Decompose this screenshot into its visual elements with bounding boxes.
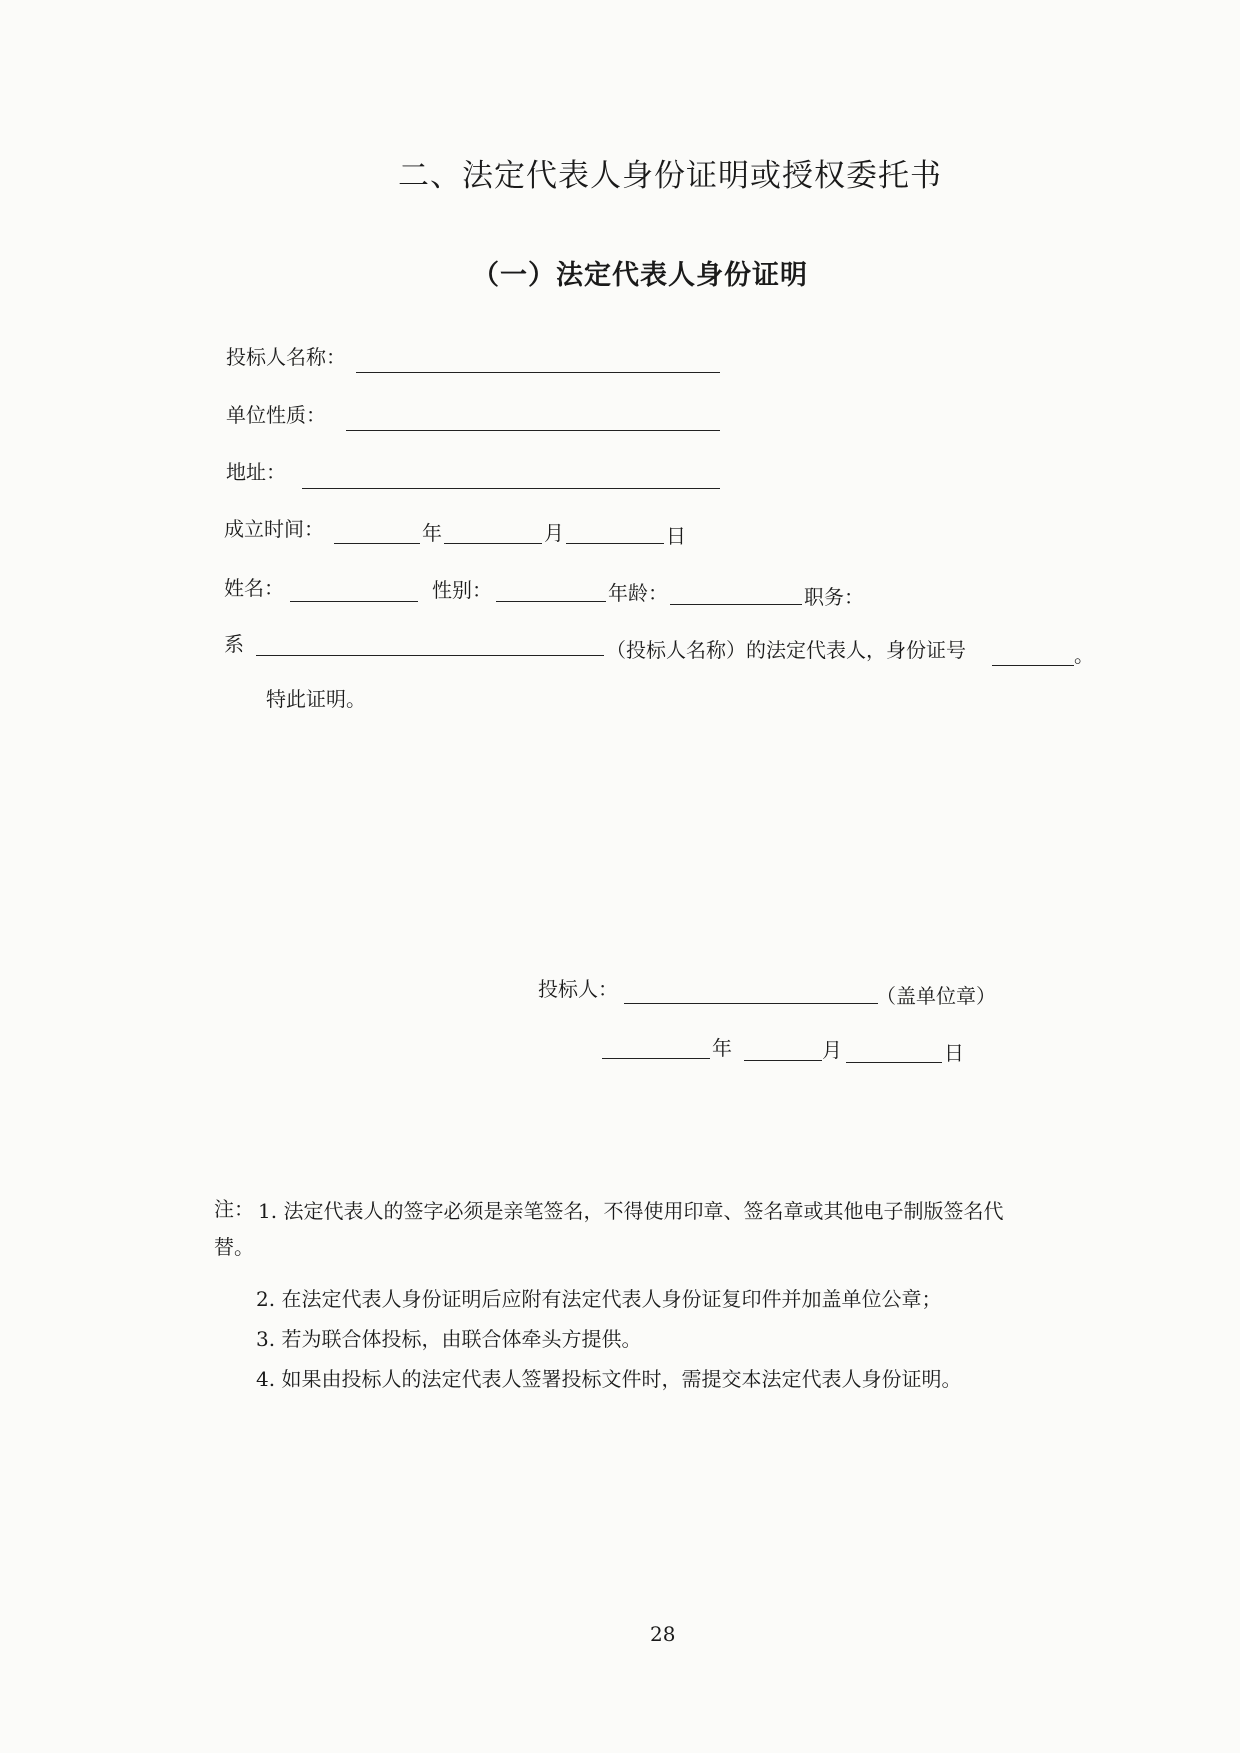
section-title: 二、法定代表人身份证明或授权委托书 xyxy=(398,158,942,194)
founded-day-blank[interactable] xyxy=(566,543,664,544)
founded-label: 成立时间： xyxy=(224,517,324,541)
note-1-line-2: 替。 xyxy=(214,1235,254,1259)
certify-text: 特此证明。 xyxy=(266,687,366,711)
sign-day-blank[interactable] xyxy=(846,1062,942,1063)
subsection-title: （一）法定代表人身份证明 xyxy=(472,260,808,291)
bidder-sign-label: 投标人： xyxy=(538,977,618,1001)
legal-rep-name-blank[interactable] xyxy=(256,655,604,656)
age-label: 年龄： xyxy=(608,581,668,605)
founded-month-blank[interactable] xyxy=(444,543,542,544)
name-blank[interactable] xyxy=(290,601,418,602)
sign-month-unit: 月 xyxy=(822,1038,842,1062)
sign-year-unit: 年 xyxy=(712,1036,732,1060)
sign-day-unit: 日 xyxy=(944,1041,964,1065)
note-3: 3. 若为联合体投标，由联合体牵头方提供。 xyxy=(256,1327,642,1351)
founded-day-unit: 日 xyxy=(666,524,686,548)
note-2: 2. 在法定代表人身份证明后应附有法定代表人身份证复印件并加盖单位公章； xyxy=(256,1287,942,1311)
id-number-blank[interactable] xyxy=(992,665,1074,666)
seal-text: （盖单位章） xyxy=(876,984,996,1008)
legal-rep-text: （投标人名称）的法定代表人，身份证号 xyxy=(606,638,966,662)
note-4: 4. 如果由投标人的法定代表人签署投标文件时，需提交本法定代表人身份证明。 xyxy=(256,1367,962,1391)
age-blank[interactable] xyxy=(670,604,802,605)
bidder-name-label: 投标人名称： xyxy=(226,345,346,369)
bidder-name-blank[interactable] xyxy=(356,372,720,373)
legal-rep-period: 。 xyxy=(1074,643,1094,667)
sign-year-blank[interactable] xyxy=(602,1058,710,1059)
name-label: 姓名： xyxy=(224,576,284,600)
notes-prefix: 注： xyxy=(214,1197,254,1221)
founded-year-blank[interactable] xyxy=(334,543,420,544)
unit-nature-blank[interactable] xyxy=(346,430,720,431)
address-label: 地址： xyxy=(226,460,286,484)
bidder-sign-blank[interactable] xyxy=(624,1003,878,1004)
gender-label: 性别： xyxy=(432,578,492,602)
founded-year-unit: 年 xyxy=(422,521,442,545)
sign-month-blank[interactable] xyxy=(744,1060,822,1061)
gender-blank[interactable] xyxy=(496,601,606,602)
address-blank[interactable] xyxy=(302,488,720,489)
note-1-line-1: 1. 法定代表人的签字必须是亲笔签名，不得使用印章、签名章或其他电子制版签名代 xyxy=(258,1199,1004,1223)
xi-label: 系 xyxy=(224,632,244,656)
unit-nature-label: 单位性质： xyxy=(226,403,326,427)
position-label: 职务： xyxy=(804,585,864,609)
page-number: 28 xyxy=(650,1622,676,1646)
founded-month-unit: 月 xyxy=(544,521,564,545)
